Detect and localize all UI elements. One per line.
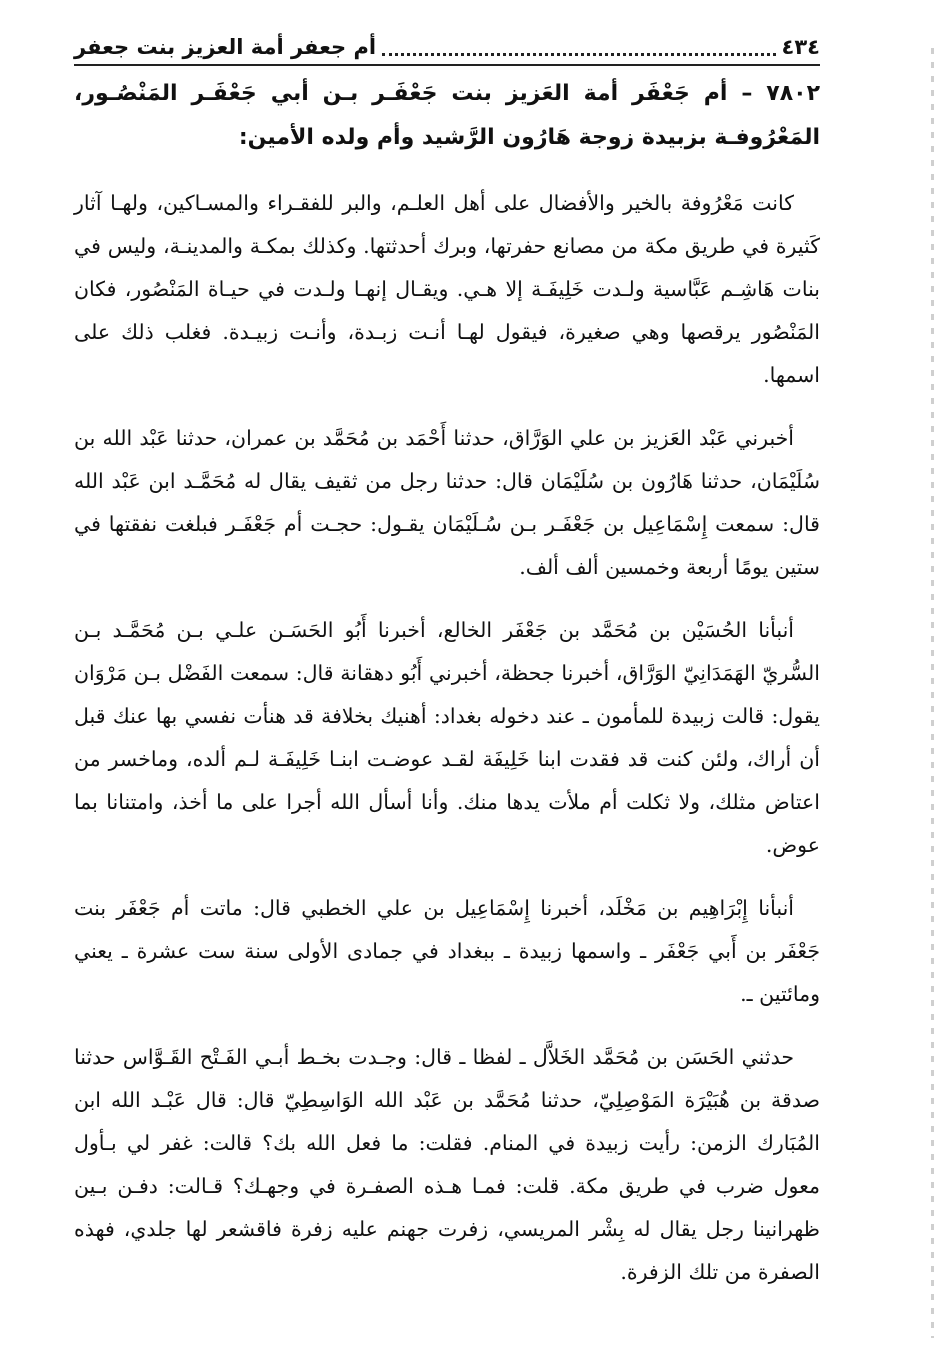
paragraph-hajj-expense: أخبرني عَبْد العَزيز بن علي الوَرَّاق، حدثنا أَحْمَد بن مُحَمَّد بن عمران، حدثنا عَبْد الله بن سُلَيْمَان، حدثنا هَارُون بن سُلَيْمَان قال: حدثنا رجل من ثقيف يقال له مُحَمَّـد ابن عَبْد الله قال: سمعت إِسْمَاعِيل بن جَعْفَـر بـن سُـلَيْمَان يقـول: حجـت أم جَعْفَـر فبلغت نفقتها في ستين يومًا أربعة وخمسين ألف ألف. (74, 426, 820, 579)
paragraph-mamun-condolence: أنبأنا الحُسَيْن بن مُحَمَّد بن جَعْفَر الخالع، أخبرنا أَبُو الحَسَـن علـي بـن مُحَمَّـد بـن السُّريّ الهَمَدَانِيّ الوَرَّاق، أخبرنا جحظة، أخبرني أَبُو دهقانة قال: سمعت الفَضْل بـن مَرْوَان يقول: قالت زبيدة للمأمون ـ عند دخوله بغداد: أهنيك بخلافة قد هنأت نفسي بها عنك قبل أن أراك، ولئن كنت قد فقدت ابنا خَلِيفَة لقـد عوضـت ابنـا خَلِيفَـة لـم ألده، وماخسر من اعتاض مثلك، ولا ثكلت أم ملأت يدها منك. وأنا أسأل الله أجرا على ما أخذ، وامتنانا بما عوض. (74, 618, 820, 857)
leader-dots (382, 39, 775, 56)
running-title: أم جعفر أمة العزيز بنت جعفر (74, 35, 377, 59)
paragraph-biography: كانت مَعْرُوفة بالخير والأفضال على أهل العلـم، والبر للفقـراء والمسـاكين، ولهـا آثار كَثيرة في طريق مكة من مصانع حفرتها، وبرك أحدثتها. وكذلك بمكـة والمدينـة، وليس في بنات هَاشِـم عَبَّاسية ولـدت خَلِيفَـة إلا هـي. ويقـال إنهـا ولـدت في حيـاة المَنْصُور، فكان المَنْصُور يرقصها وهي صغيرة، فيقول لهـا أنـت زبـدة، وأنـت زبيـدة. فغلب ذلك على اسمها. (74, 191, 820, 387)
running-header (74, 30, 820, 66)
page-number: ٤٣٤ (781, 35, 820, 59)
page-edge-shadow (931, 48, 934, 1338)
entry-heading: ٧٨٠٢ – أم جَعْفَر أمة العَزيز بنت جَعْفَـر بـن أبي جَعْفَـر المَنْصُـور، المَعْرُوفـة بزبيدة زوجة هَارُون الرَّشيد وأم ولده الأمين: (74, 81, 820, 150)
paragraph-death-date: أنبأنا إِبْرَاهِيم بن مَخْلَد، أخبرنا إِسْمَاعِيل بن علي الخطبي قال: ماتت أم جَعْفَر بنت جَعْفَر بن أَبي جَعْفَر ـ واسمها زبيدة ـ ببغداد في جمادى الأولى سنة ست عشرة ـ يعني ومائتين ـ. (74, 896, 820, 1006)
entry-body (74, 182, 820, 1314)
paragraph-dream: حدثني الحَسَن بن مُحَمَّد الخَلاَّل ـ لفظا ـ قال: وجـدت بخـط أبـي الفَـتْح القَـوَّاس حدثنا صدقة بن هُبَيْرَة المَوْصِلِيّ، حدثنا مُحَمَّد بن عَبْد الله الوَاسِطِيّ قال: قال عَبْـد الله ابن المُبَارك الزمن: رأيت زبيدة في المنام. فقلت: ما فعل الله بك؟ قالت: غفر لي بـأول معول ضرب في طريق مكة. قلت: فمـا هـذه الصفـرة في وجهـك؟ قـالت: دفـن بـين ظهرانينا رجل يقال له بِشْر المريسي، زفرت جهنم عليه زفرة فاقشعر لها جلدي، فهذه الصفرة من تلك الزفرة. (74, 1045, 820, 1284)
